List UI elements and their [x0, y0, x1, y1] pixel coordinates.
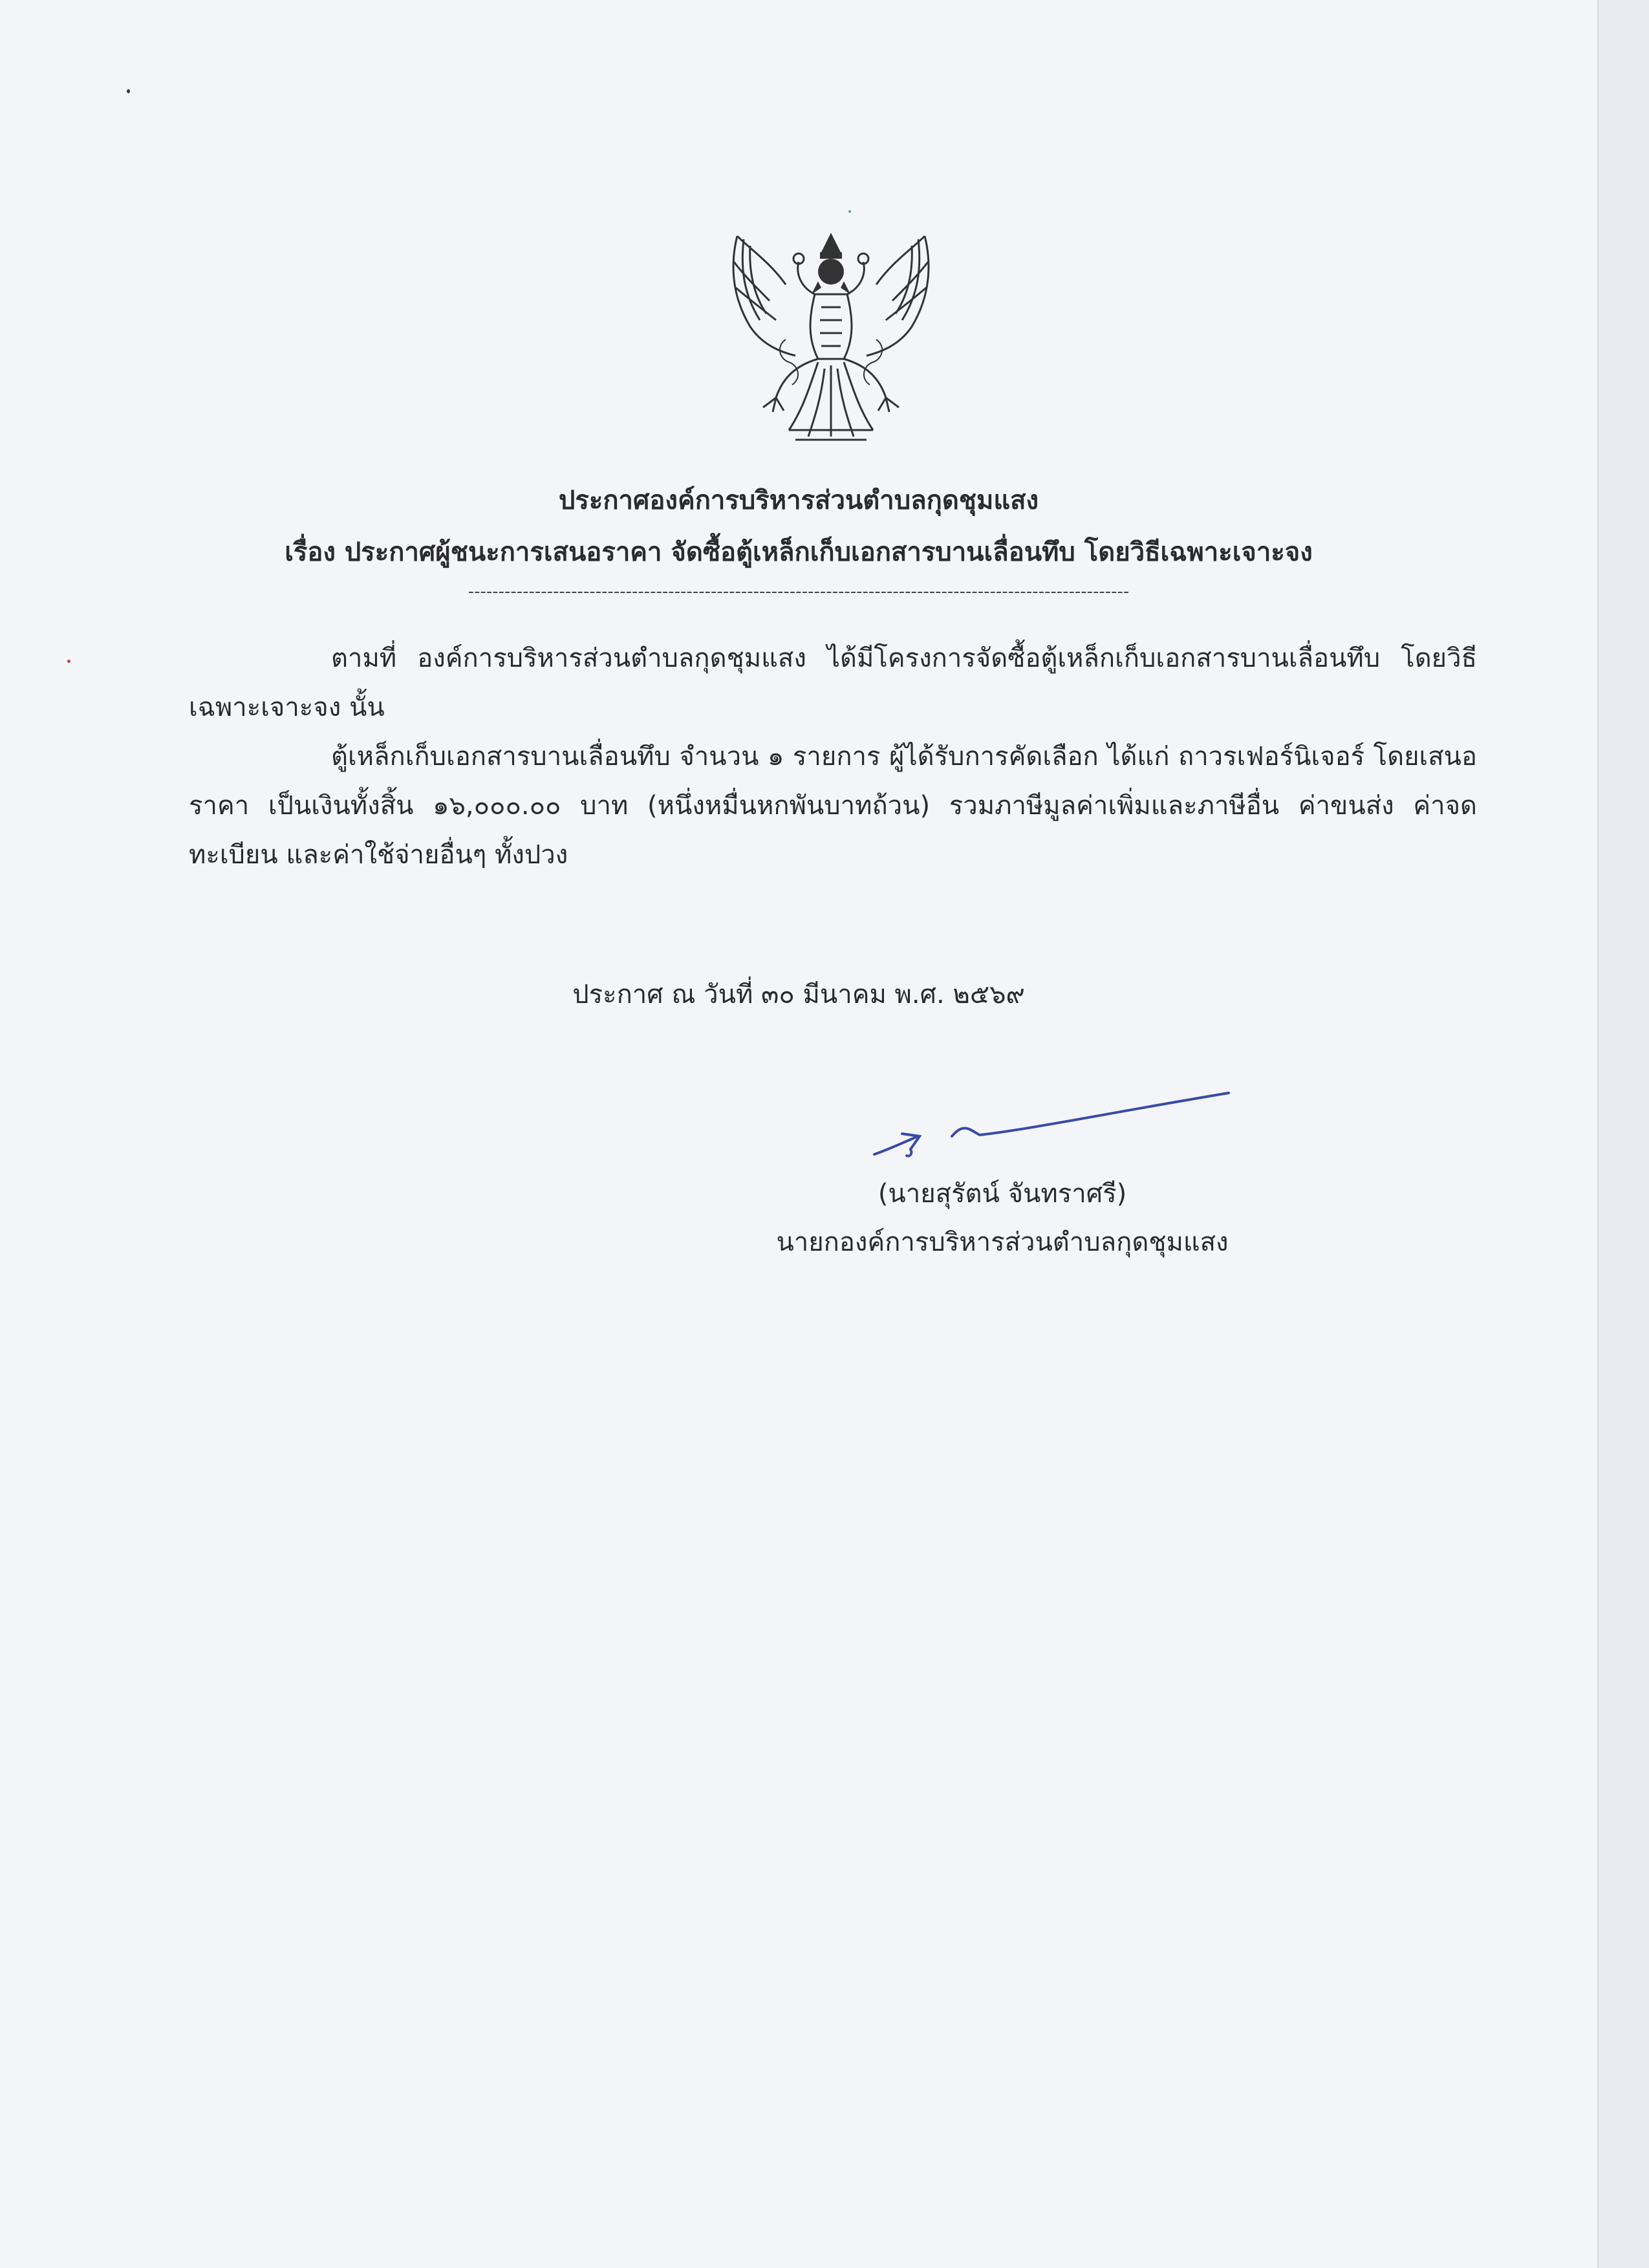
body-paragraph-1	[189, 634, 1477, 732]
scan-edge	[1597, 0, 1649, 2268]
signer-position: นายกองค์การบริหารส่วนตำบลกุดชุมแสง	[776, 1227, 1229, 1257]
garuda-emblem-icon	[724, 223, 938, 449]
announcement-title: ประกาศองค์การบริหารส่วนตำบลกุดชุมแสง	[558, 486, 1039, 515]
announcement-subject: เรื่อง ประกาศผู้ชนะการเสนอราคา จัดซื้อตู้เหล็กเก็บเอกสารบานเลื่อนทึบ โดยวิธีเฉพาะเจาะจง	[285, 537, 1313, 567]
body-paragraph-2	[189, 732, 1477, 880]
signer-name: (นายสุรัตน์ จันทราศรี)	[878, 1179, 1127, 1209]
scan-speck	[127, 89, 130, 93]
announcement-date: ประกาศ ณ วันที่ ๓๐ มีนาคม พ.ศ. ๒๕๖๙	[572, 980, 1025, 1010]
scan-speck	[848, 210, 851, 213]
handwritten-signature	[867, 1077, 1242, 1167]
scan-speck	[67, 660, 70, 663]
paragraph-2-text: ตู้เหล็กเก็บเอกสารบานเลื่อนทึบ จำนวน ๑ รายการ ผู้ได้รับการคัดเลือก ได้แก่ ถาวรเฟอร์นิเจอร์ โดยเสนอราคา เป็นเงินทั้งสิ้น ๑๖,๐๐๐.๐๐ บาท (หนึ่งหมื่นหกพันบาทถ้วน) รวมภาษีมูลค่าเพิ่มและภาษีอื่น ค่าขนส่ง ค่าจดทะเบียน และค่าใช้จ่ายอื่นๆ ทั้งปวง	[189, 742, 1477, 870]
paragraph-1-text: ตามที่ องค์การบริหารส่วนตำบลกุดชุมแสง ได้มีโครงการจัดซื้อตู้เหล็กเก็บเอกสารบานเลื่อนทึบ โดยวิธีเฉพาะเจาะจง นั้น	[189, 643, 1477, 722]
title-divider: -------------------------------------------------------------------------------------------------------------	[468, 582, 1130, 601]
